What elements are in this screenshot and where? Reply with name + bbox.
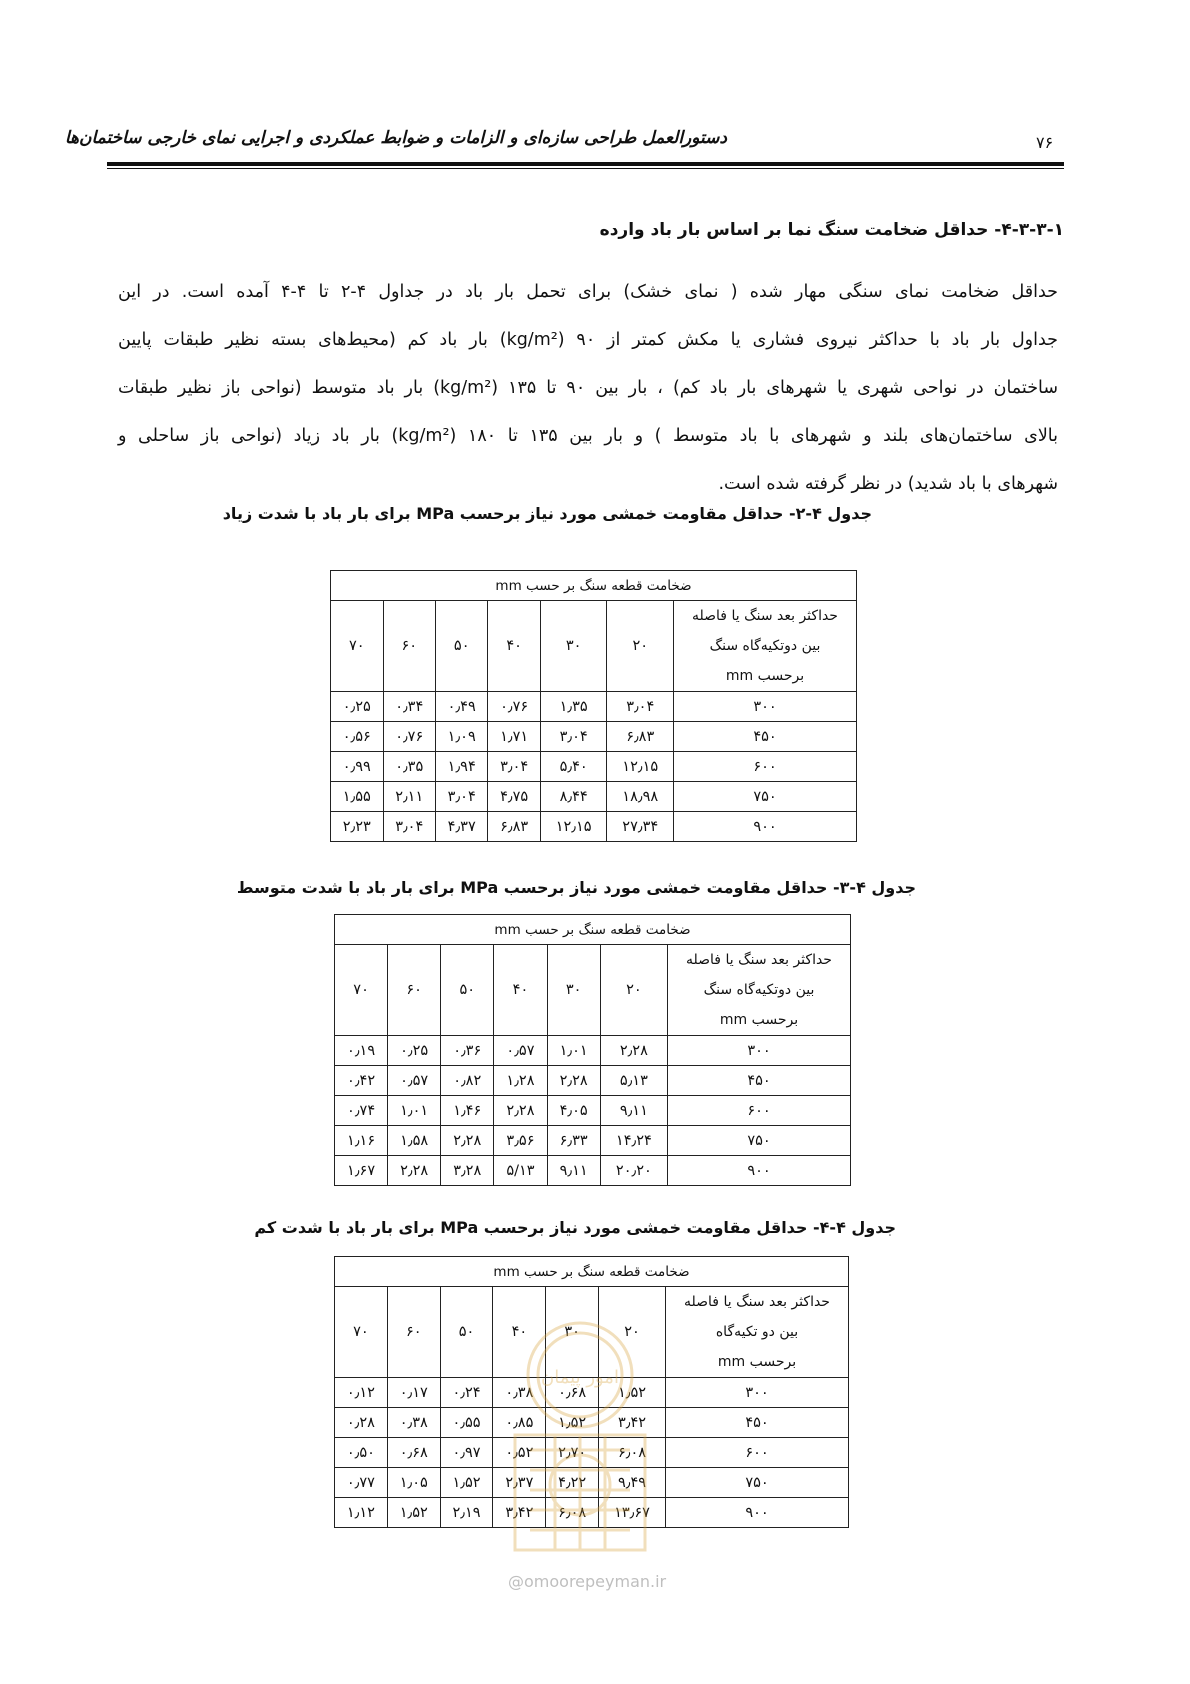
row-label: ۴۵۰ [666,1408,849,1438]
table-cell: ۰٫۵۶ [331,722,384,752]
paragraph-line: حداقل ضخامت نمای سنگی مهار شده ( نمای خشک) برای تحمل بار باد در جداول ۴-۲ تا ۴-۴ آمده است. در این [118,282,1058,302]
table-cell: ۳٫۵۶ [494,1126,547,1156]
table-row [335,1036,851,1066]
table-cell: ۳٫۰۴ [383,812,435,842]
row-label: ۷۵۰ [668,1126,851,1156]
table-cell: ۱۸٫۹۸ [607,782,674,812]
table-cell: ۰٫۶۸ [546,1378,599,1408]
table-cell: ۱٫۵۲ [546,1408,599,1438]
table-cell: ۰٫۷۴ [335,1096,388,1126]
table-cell: ۲۰٫۲۰ [600,1156,667,1186]
seal-lettering: امور پیمان [541,1367,619,1388]
table-cell: ۰٫۵۰ [335,1438,388,1468]
table-cell: ۰٫۶۸ [387,1438,440,1468]
column-header: ۵۰ [440,1287,493,1378]
table-cell: ۲٫۲۸ [547,1066,600,1096]
table-cell: ۸٫۴۴ [540,782,607,812]
column-header: ۴۰ [488,601,540,692]
header-rule-thin [107,168,1064,169]
table-cell: ۲٫۷۰ [546,1438,599,1468]
table-cell: ۳٫۰۴ [607,692,674,722]
table-cell: ۰٫۳۶ [441,1036,494,1066]
table-row [331,722,857,752]
column-header: ۲۰ [600,945,667,1036]
table-caption: جدول ۴-۴- حداقل مقاومت خمشی مورد نیاز برحسب MPa برای بار باد با شدت کم [254,1218,896,1237]
column-header: ۲۰ [607,601,674,692]
table-cell: ۲٫۲۸ [388,1156,441,1186]
table-cell: ۰٫۵۷ [388,1066,441,1096]
table-cell: ۴٫۳۷ [435,812,487,842]
table-cell: ۳٫۰۴ [435,782,487,812]
table-cell: ۰٫۱۷ [387,1378,440,1408]
column-header: ۳۰ [540,601,607,692]
strength-table-high-wind [330,570,857,842]
table-cell: ۴٫۷۵ [488,782,540,812]
table-cell: ۱٫۲۸ [494,1066,547,1096]
section-heading: ۴-۳-۳-۱- حداقل ضخامت سنگ نما بر اساس بار باد وارده [599,220,1064,240]
table-cell: ۶٫۰۸ [546,1498,599,1528]
column-header: ۶۰ [387,1287,440,1378]
column-header: ۷۰ [335,945,388,1036]
table-cell: ۰٫۳۴ [383,692,435,722]
paragraph-line: بالای ساختمان‌های بلند و شهرهای با باد متوسط ) و بار بین ۱۳۵ تا ۱۸۰ (kg/m²) بار باد زیاد (نواحی باز ساحلی و [118,426,1059,446]
table-cell: ۰٫۲۵ [388,1036,441,1066]
table-cell: ۱٫۰۱ [388,1096,441,1126]
row-label: ۴۵۰ [668,1066,851,1096]
table-cell: ۰٫۲۴ [440,1378,493,1408]
row-header-label: حداکثر بعد سنگ یا فاصله بین دوتکیه‌گاه سنگ برحسب mm [674,601,857,692]
table-cell: ۰٫۱۲ [335,1378,388,1408]
table-cell: ۰٫۴۲ [335,1066,388,1096]
table-cell: ۰٫۵۲ [493,1438,546,1468]
column-header: ۳۰ [547,945,600,1036]
row-label: ۹۰۰ [666,1498,849,1528]
table-caption: جدول ۴-۲- حداقل مقاومت خمشی مورد نیاز برحسب MPa برای بار باد با شدت زیاد [222,504,872,523]
table-cell: ۹٫۴۹ [599,1468,666,1498]
table-caption: جدول ۴-۳- حداقل مقاومت خمشی مورد نیاز برحسب MPa برای بار باد با شدت متوسط [236,878,916,897]
table-cell: ۰٫۵۷ [494,1036,547,1066]
table-row [335,1156,851,1186]
column-header: ۵۰ [435,601,487,692]
table-cell: ۱۴٫۲۴ [600,1126,667,1156]
table-cell: ۴٫۲۲ [546,1468,599,1498]
table-row [335,1066,851,1096]
table-cell: ۰٫۳۵ [383,752,435,782]
page-number: ۷۶ [1036,133,1054,152]
table-cell: ۵٫۴۰ [540,752,607,782]
table-cell: ۱٫۱۲ [335,1498,388,1528]
row-label: ۷۵۰ [666,1468,849,1498]
column-header: ۶۰ [383,601,435,692]
column-header: ۴۰ [493,1287,546,1378]
table-cell: ۰٫۸۲ [441,1066,494,1096]
table-row [335,1126,851,1156]
table-cell: ۰٫۳۸ [387,1408,440,1438]
row-label: ۷۵۰ [674,782,857,812]
thickness-span-header: ضخامت قطعه سنگ بر حسب mm [335,1257,849,1287]
table-cell: ۰٫۹۷ [440,1438,493,1468]
column-header: ۵۰ [441,945,494,1036]
column-header: ۷۰ [331,601,384,692]
paragraph-line: جداول بار باد با حداکثر نیروی فشاری یا مکش کمتر از ۹۰ (kg/m²) بار باد کم (محیط‌های بسته نظیر طبقات پایین [118,330,1058,350]
row-label: ۴۵۰ [674,722,857,752]
table-cell: ۲۷٫۳۴ [607,812,674,842]
table-cell: ۳٫۰۴ [488,752,540,782]
table-cell: ۳٫۴۲ [493,1498,546,1528]
table-row [331,752,857,782]
watermark-url: @omoorepeyman.ir [508,1572,667,1591]
row-label: ۳۰۰ [668,1036,851,1066]
table-cell: ۵٫۱۳ [600,1066,667,1096]
strength-table-medium-wind [334,914,851,1186]
table-cell: ۹٫۱۱ [547,1156,600,1186]
body-paragraph [118,268,1058,508]
table-cell: ۰٫۲۵ [331,692,384,722]
table-cell: ۳٫۲۸ [441,1156,494,1186]
table-cell: ۲٫۳۷ [493,1468,546,1498]
table-cell: ۱٫۹۴ [435,752,487,782]
table-cell: ۵/۱۳ [494,1156,547,1186]
header-rule-thick [107,162,1064,166]
row-header-label: حداکثر بعد سنگ یا فاصله بین دو تکیه‌گاه برحسب mm [666,1287,849,1378]
table-cell: ۱٫۵۵ [331,782,384,812]
row-label: ۹۰۰ [674,812,857,842]
table-cell: ۲٫۱۹ [440,1498,493,1528]
thickness-span-header: ضخامت قطعه سنگ بر حسب mm [335,915,851,945]
table-cell: ۱٫۰۱ [547,1036,600,1066]
thickness-span-header: ضخامت قطعه سنگ بر حسب mm [331,571,857,601]
table-row [331,812,857,842]
table-cell: ۱٫۰۹ [435,722,487,752]
table-cell: ۶٫۸۳ [488,812,540,842]
row-label: ۶۰۰ [668,1096,851,1126]
table-cell: ۲٫۱۱ [383,782,435,812]
paragraph-line: شهرهای با باد شدید) در نظر گرفته شده است. [718,474,1058,494]
table-cell: ۲٫۲۸ [600,1036,667,1066]
table-cell: ۰٫۷۷ [335,1468,388,1498]
table-row [331,692,857,722]
table-cell: ۰٫۳۸ [493,1378,546,1408]
table-cell: ۶٫۰۸ [599,1438,666,1468]
table-cell: ۰٫۸۵ [493,1408,546,1438]
paragraph-line: ساختمان در نواحی شهری یا شهرهای بار باد کم) ، بار بین ۹۰ تا ۱۳۵ (kg/m²) بار باد متوسط (نواحی باز نظیر طبقات [118,378,1059,398]
table-cell: ۲٫۲۸ [441,1126,494,1156]
table-cell: ۰٫۲۸ [335,1408,388,1438]
watermark-seal-logo [485,1315,675,1565]
table-cell: ۱٫۵۲ [599,1378,666,1408]
table-row [335,1096,851,1126]
table-cell: ۰٫۵۵ [440,1408,493,1438]
row-label: ۳۰۰ [666,1378,849,1408]
table-cell: ۱٫۱۶ [335,1126,388,1156]
column-header: ۶۰ [388,945,441,1036]
table-cell: ۳٫۰۴ [540,722,607,752]
column-header: ۷۰ [335,1287,388,1378]
table-cell: ۰٫۷۶ [383,722,435,752]
table-cell: ۰٫۷۶ [488,692,540,722]
running-header-title: دستورالعمل طراحی سازه‌ای و الزامات و ضوابط عملکردی و اجرایی نمای خارجی ساختمان‌ها [64,128,727,148]
table-cell: ۰٫۱۹ [335,1036,388,1066]
table-cell: ۲٫۲۳ [331,812,384,842]
table-row [331,782,857,812]
table-cell: ۰٫۹۹ [331,752,384,782]
table-cell: ۱۳٫۶۷ [599,1498,666,1528]
table-cell: ۱٫۶۷ [335,1156,388,1186]
column-header: ۴۰ [494,945,547,1036]
table-cell: ۰٫۴۹ [435,692,487,722]
table-cell: ۶٫۳۳ [547,1126,600,1156]
table-cell: ۴٫۰۵ [547,1096,600,1126]
row-label: ۶۰۰ [674,752,857,782]
table-cell: ۱۲٫۱۵ [540,812,607,842]
table-cell: ۱٫۳۵ [540,692,607,722]
table-cell: ۱٫۵۲ [387,1498,440,1528]
row-label: ۹۰۰ [668,1156,851,1186]
table-cell: ۳٫۴۲ [599,1408,666,1438]
table-cell: ۱٫۵۲ [440,1468,493,1498]
table-cell: ۱٫۴۶ [441,1096,494,1126]
table-cell: ۹٫۱۱ [600,1096,667,1126]
table-cell: ۱٫۷۱ [488,722,540,752]
row-header-label: حداکثر بعد سنگ یا فاصله بین دوتکیه‌گاه سنگ برحسب mm [668,945,851,1036]
column-header: ۲۰ [599,1287,666,1378]
table-cell: ۱٫۰۵ [387,1468,440,1498]
column-header: ۳۰ [546,1287,599,1378]
row-label: ۳۰۰ [674,692,857,722]
table-cell: ۱٫۵۸ [388,1126,441,1156]
row-label: ۶۰۰ [666,1438,849,1468]
table-cell: ۱۲٫۱۵ [607,752,674,782]
table-cell: ۲٫۲۸ [494,1096,547,1126]
table-cell: ۶٫۸۳ [607,722,674,752]
